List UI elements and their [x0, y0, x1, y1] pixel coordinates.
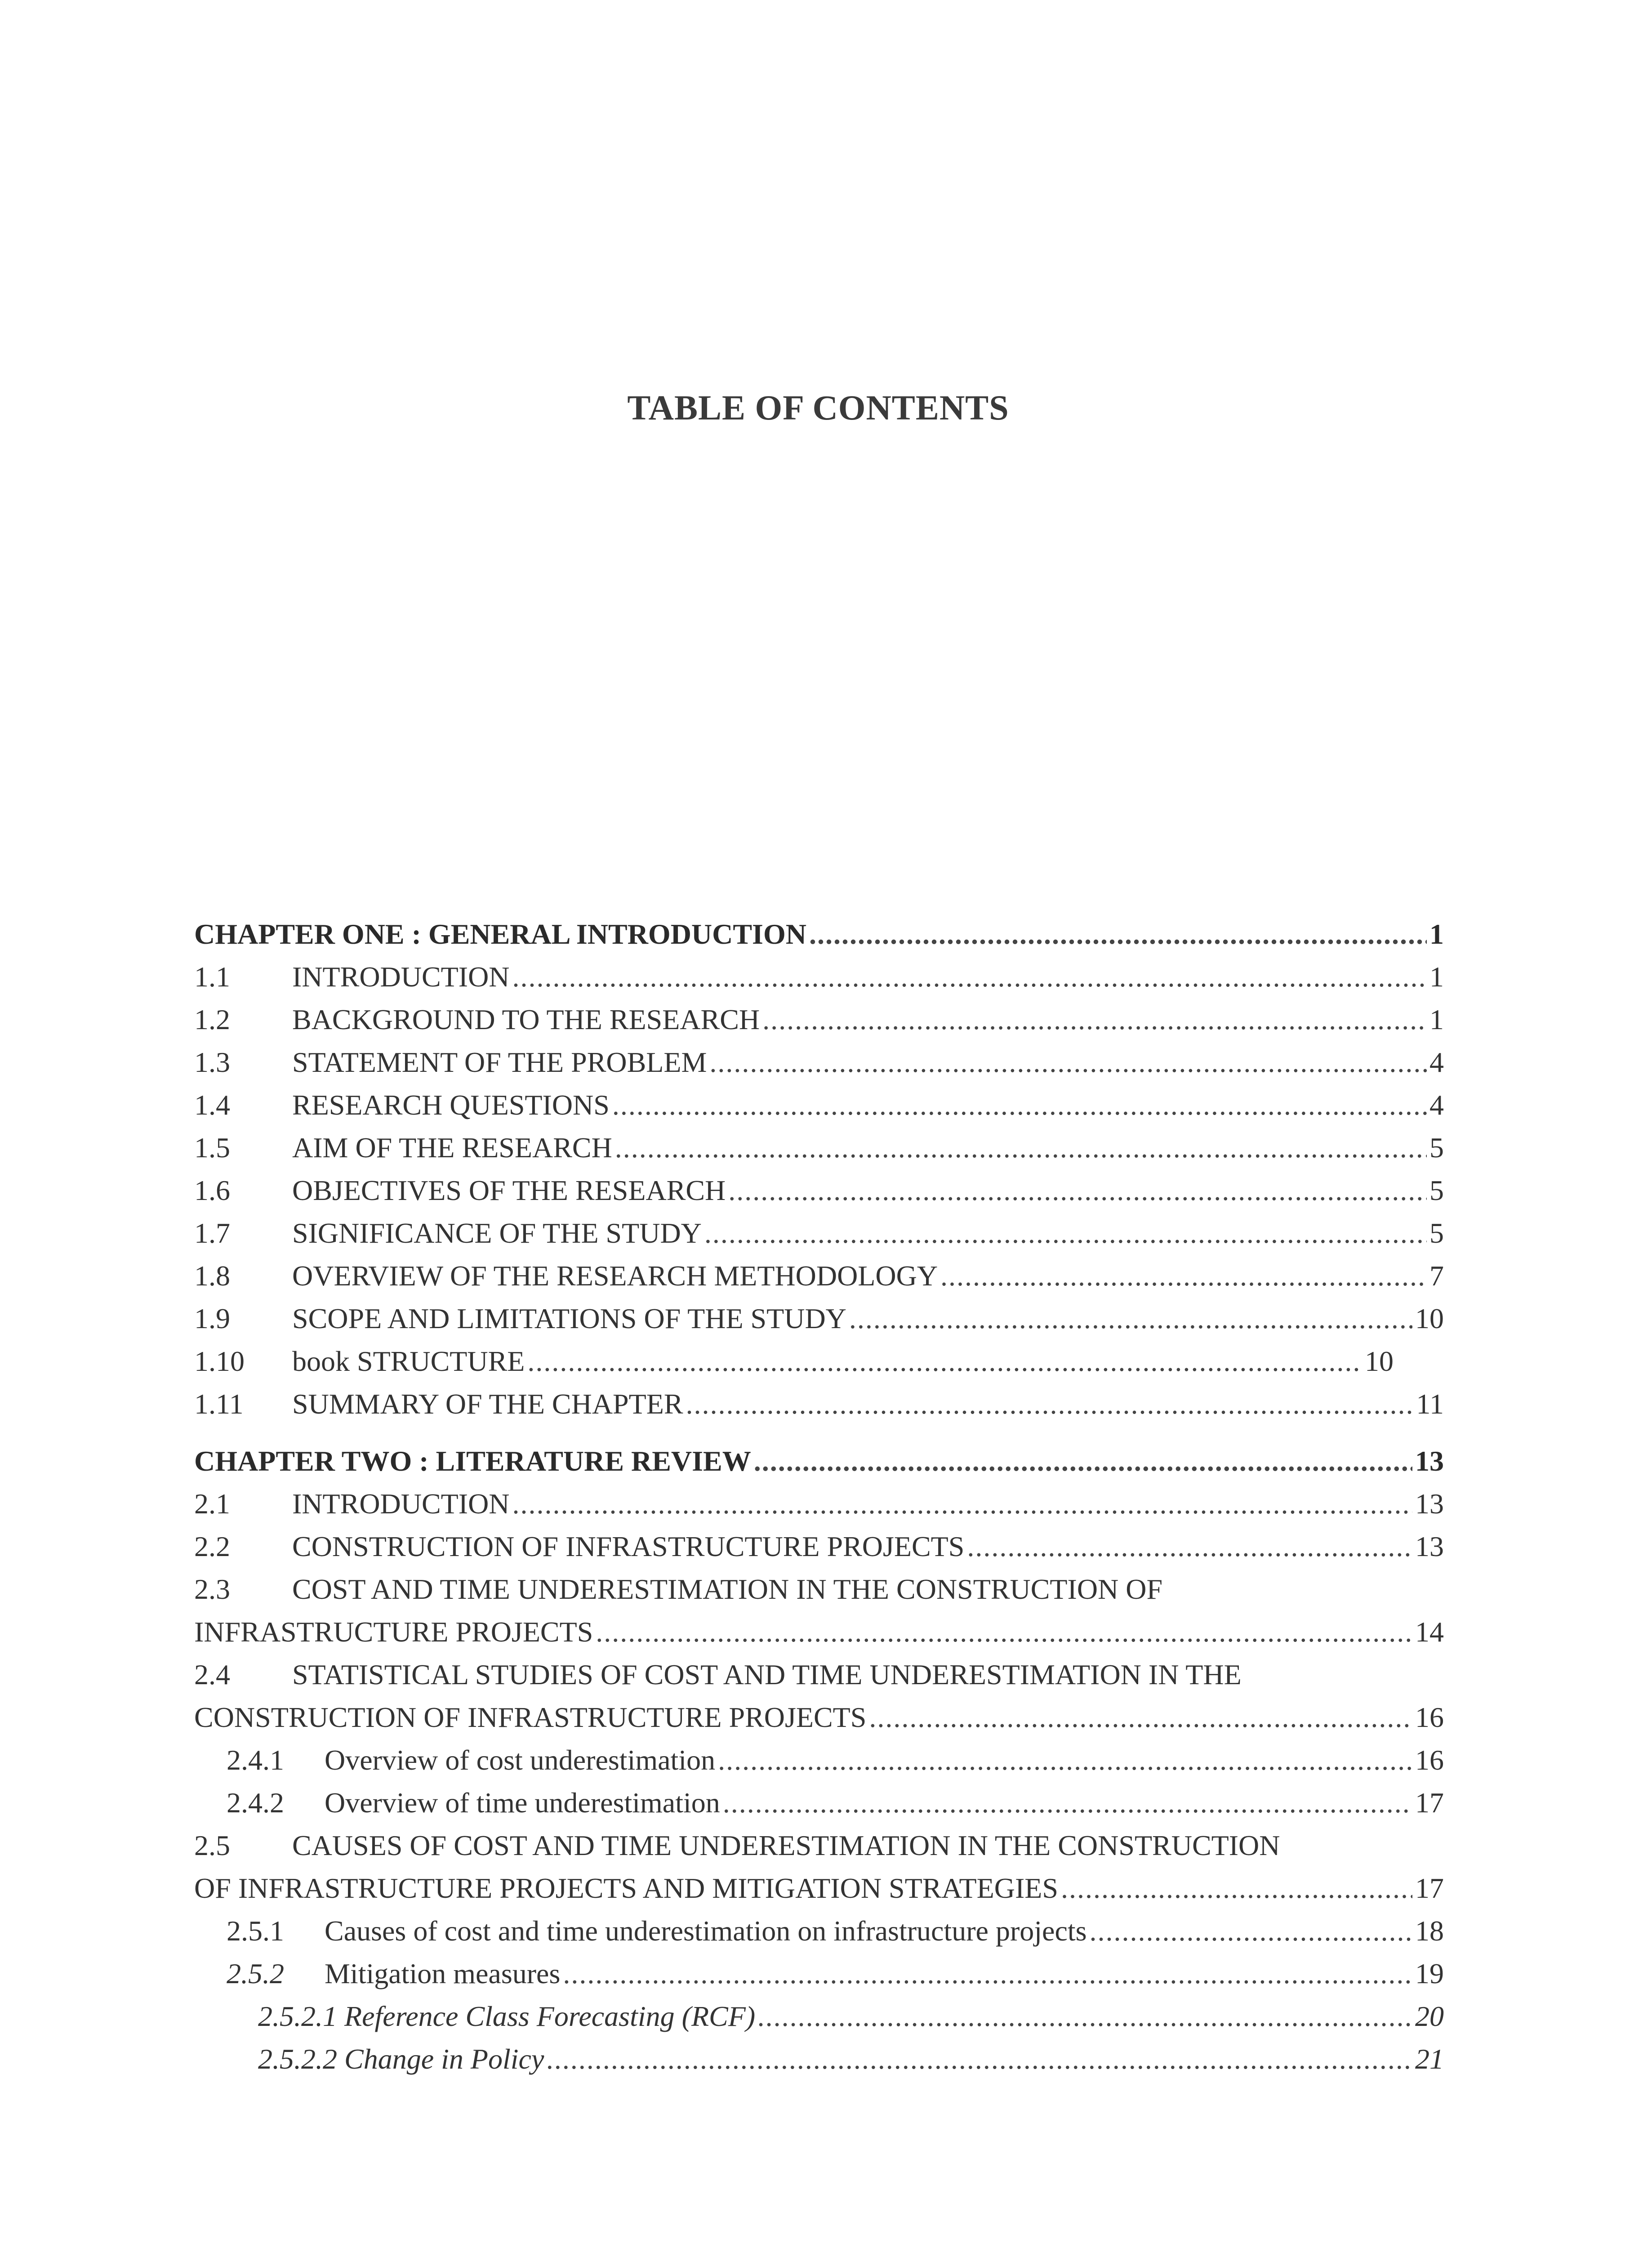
toc-entry-1-2[interactable] — [194, 998, 1444, 1041]
section-number: 1.4 — [194, 1089, 230, 1121]
section-title: OVERVIEW OF THE RESEARCH METHODOLOGY — [292, 1260, 938, 1292]
chapter-title: CHAPTER TWO : LITERATURE REVIEW — [194, 1445, 751, 1477]
section-number: 1.5 — [194, 1132, 230, 1164]
section-number: 2.2 — [194, 1530, 230, 1562]
dot-leader — [940, 1254, 1427, 1297]
toc-entry-2-1[interactable] — [194, 1482, 1444, 1525]
section-number: 1.3 — [194, 1046, 230, 1078]
toc-entry-1-11[interactable] — [194, 1383, 1444, 1425]
entry-first-line — [194, 1653, 1444, 1696]
dot-leader — [849, 1297, 1412, 1340]
entry-first-line — [194, 1824, 1444, 1867]
page-number: 11 — [1416, 1388, 1444, 1420]
section-title: 2.5.2.2 Change in Policy — [258, 2043, 544, 2075]
toc-entry-2-5-2-2[interactable] — [194, 2038, 1444, 2080]
entry-second-line — [194, 1867, 1444, 1909]
page-number: 17 — [1415, 1787, 1444, 1819]
dot-leader — [728, 1169, 1427, 1212]
page-number: 18 — [1415, 1915, 1444, 1947]
page-number: 13 — [1415, 1445, 1444, 1477]
page-number: 20 — [1415, 2000, 1444, 2032]
section-number: 2.3 — [194, 1573, 230, 1605]
page-number: 1 — [1429, 1004, 1444, 1035]
toc-entry-2-5[interactable] — [194, 1824, 1444, 1909]
page-number: 10 — [1365, 1345, 1394, 1377]
entry-first-line — [194, 1568, 1444, 1610]
section-number: 2.5.1 — [227, 1915, 284, 1947]
section-title: INTRODUCTION — [292, 961, 510, 993]
section-number: 2.4 — [194, 1659, 230, 1690]
dot-leader — [1090, 1909, 1412, 1952]
dot-leader — [1061, 1867, 1412, 1909]
page-number: 13 — [1415, 1488, 1444, 1520]
dot-leader — [596, 1610, 1412, 1653]
page-number: 16 — [1415, 1744, 1444, 1776]
toc-entry-2-4-2[interactable] — [194, 1781, 1444, 1824]
dot-leader — [869, 1696, 1412, 1739]
section-title-line1: STATISTICAL STUDIES OF COST AND TIME UNDERESTIMATION IN THE — [292, 1659, 1242, 1690]
section-title: 2.5.2.1 Reference Class Forecasting (RCF) — [258, 2000, 756, 2032]
dot-leader — [547, 2038, 1412, 2080]
dot-leader — [615, 1126, 1427, 1169]
section-number: 2.4.2 — [227, 1787, 284, 1819]
dot-leader — [704, 1212, 1427, 1254]
toc-entry-1-7[interactable] — [194, 1212, 1444, 1254]
page-number: 5 — [1429, 1217, 1444, 1249]
section-number: 1.10 — [194, 1345, 245, 1377]
section-title: SCOPE AND LIMITATIONS OF THE STUDY — [292, 1302, 846, 1334]
section-number: 1.9 — [194, 1302, 230, 1334]
section-number: 1.7 — [194, 1217, 230, 1249]
section-title: INTRODUCTION — [292, 1488, 510, 1520]
section-title: BACKGROUND TO THE RESEARCH — [292, 1004, 760, 1035]
toc-entry-1-5[interactable] — [194, 1126, 1444, 1169]
page-number: 1 — [1429, 918, 1444, 950]
section-number: 2.5.2 — [227, 1958, 284, 1989]
dot-leader — [754, 1440, 1412, 1482]
toc-entry-2-4-1[interactable] — [194, 1739, 1444, 1781]
section-title: CONSTRUCTION OF INFRASTRUCTURE PROJECTS — [292, 1530, 965, 1562]
dot-leader — [563, 1952, 1412, 1995]
dot-leader — [718, 1739, 1412, 1781]
section-title: AIM OF THE RESEARCH — [292, 1132, 612, 1164]
toc-entry-1-4[interactable] — [194, 1084, 1444, 1126]
section-number: 2.4.1 — [227, 1744, 284, 1776]
page-title: TABLE OF CONTENTS — [627, 388, 1009, 427]
section-title: book STRUCTURE — [292, 1345, 525, 1377]
page-number: 14 — [1415, 1616, 1444, 1648]
dot-leader — [512, 1482, 1413, 1525]
toc-entry-2-5-2-1[interactable] — [194, 1995, 1444, 2038]
page-number: 5 — [1429, 1174, 1444, 1206]
section-number: 1.2 — [194, 1004, 230, 1035]
dot-leader — [967, 1525, 1412, 1568]
section-number: 1.1 — [194, 961, 230, 993]
page-number: 4 — [1429, 1046, 1444, 1078]
section-title-line2: OF INFRASTRUCTURE PROJECTS AND MITIGATION STRATEGIES — [194, 1872, 1058, 1904]
section-title-line2: INFRASTRUCTURE PROJECTS — [194, 1616, 593, 1648]
section-title-line1: CAUSES OF COST AND TIME UNDERESTIMATION IN THE CONSTRUCTION — [292, 1829, 1280, 1861]
toc-chapter-two[interactable] — [194, 1440, 1444, 1482]
dot-leader — [527, 1340, 1362, 1383]
section-title: Mitigation measures — [325, 1958, 561, 1989]
section-number: 2.1 — [194, 1488, 230, 1520]
section-title: Causes of cost and time underestimation on infrastructure projects — [325, 1915, 1087, 1947]
dot-leader — [612, 1084, 1427, 1126]
section-title: Overview of cost underestimation — [325, 1744, 716, 1776]
page-number: 10 — [1415, 1302, 1444, 1334]
page-number: 5 — [1429, 1132, 1444, 1164]
toc-entry-1-9[interactable] — [194, 1297, 1444, 1340]
dot-leader — [512, 955, 1427, 998]
page-number: 19 — [1415, 1958, 1444, 1989]
toc-entry-1-8[interactable] — [194, 1254, 1444, 1297]
toc-entry-1-6[interactable] — [194, 1169, 1444, 1212]
section-title: SUMMARY OF THE CHAPTER — [292, 1388, 683, 1420]
toc-entry-2-5-1[interactable] — [194, 1909, 1444, 1952]
dot-leader — [758, 1995, 1412, 2038]
toc-chapter-one[interactable] — [194, 913, 1444, 955]
dot-leader — [762, 998, 1427, 1041]
section-title-line2: CONSTRUCTION OF INFRASTRUCTURE PROJECTS — [194, 1701, 867, 1733]
dot-leader — [686, 1383, 1414, 1425]
section-title: Overview of time underestimation — [325, 1787, 720, 1819]
section-title: SIGNIFICANCE OF THE STUDY — [292, 1217, 702, 1249]
page-number: 1 — [1429, 961, 1444, 993]
section-number: 1.6 — [194, 1174, 230, 1206]
toc-entry-2-2[interactable] — [194, 1525, 1444, 1568]
section-title: OBJECTIVES OF THE RESEARCH — [292, 1174, 726, 1206]
toc-entry-1-1[interactable] — [194, 955, 1444, 998]
section-number: 2.5 — [194, 1829, 230, 1861]
page-number: 7 — [1429, 1260, 1444, 1292]
section-title: STATEMENT OF THE PROBLEM — [292, 1046, 707, 1078]
section-number: 1.11 — [194, 1388, 244, 1420]
entry-second-line — [194, 1610, 1444, 1653]
dot-leader — [809, 913, 1427, 955]
dot-leader — [723, 1781, 1412, 1824]
section-title: RESEARCH QUESTIONS — [292, 1089, 610, 1121]
dot-leader — [709, 1041, 1427, 1084]
page-number: 21 — [1415, 2043, 1444, 2075]
entry-second-line — [194, 1696, 1444, 1739]
toc-entry-1-10[interactable] — [194, 1340, 1394, 1383]
section-title-line1: COST AND TIME UNDERESTIMATION IN THE CONSTRUCTION OF — [292, 1573, 1163, 1605]
page-number: 4 — [1429, 1089, 1444, 1121]
table-of-contents — [194, 913, 1444, 2080]
toc-entry-2-5-2[interactable] — [194, 1952, 1444, 1995]
section-number: 1.8 — [194, 1260, 230, 1292]
toc-entry-1-3[interactable] — [194, 1041, 1444, 1084]
page-number: 17 — [1415, 1872, 1444, 1904]
page-number: 13 — [1415, 1530, 1444, 1562]
page-number: 16 — [1415, 1701, 1444, 1733]
chapter-title: CHAPTER ONE : GENERAL INTRODUCTION — [194, 918, 806, 950]
toc-entry-2-3[interactable] — [194, 1568, 1444, 1653]
toc-entry-2-4[interactable] — [194, 1653, 1444, 1739]
